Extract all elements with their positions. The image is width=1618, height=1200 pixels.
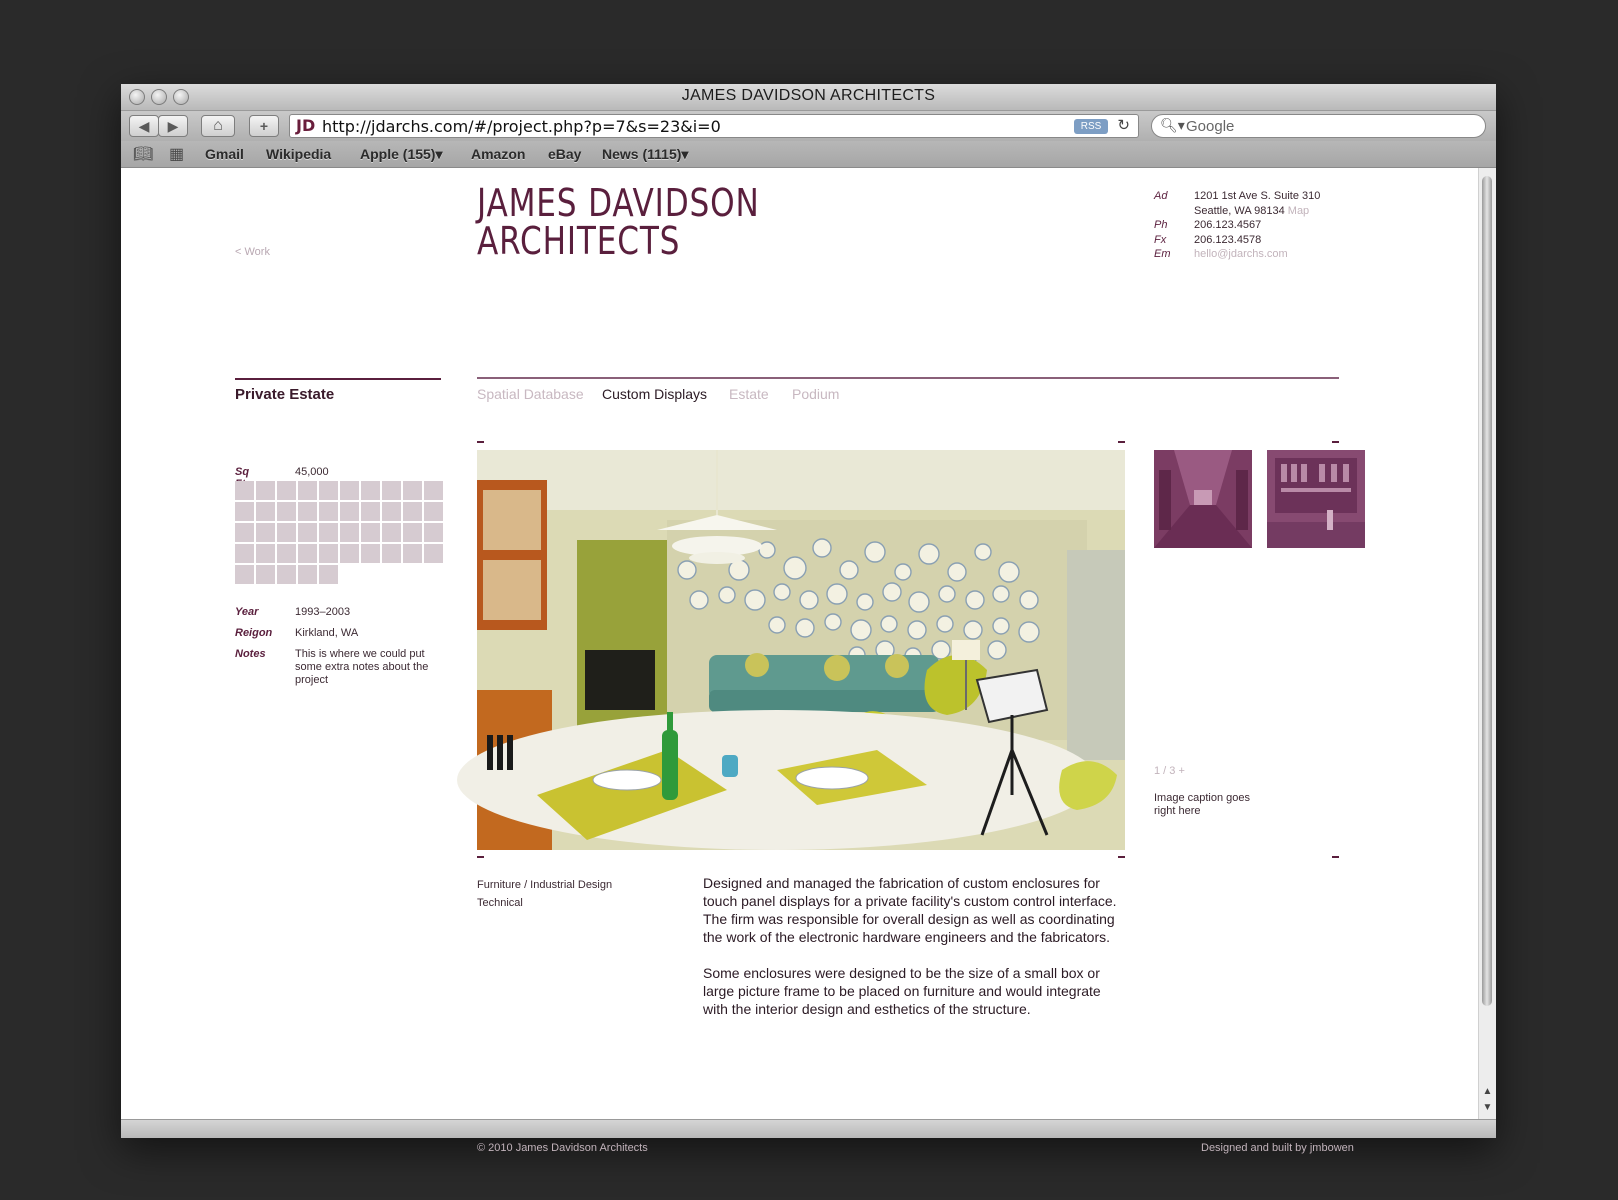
sqft-grid-cell (340, 523, 359, 542)
scrollbar-thumb[interactable] (1482, 176, 1492, 1006)
thumbnail-corridor-illustration (1154, 450, 1252, 548)
bookmark-ebay[interactable]: eBay (548, 146, 582, 162)
sqft-grid-cell (235, 481, 254, 500)
sqft-grid-cell (256, 565, 275, 584)
sqft-grid-cell (277, 502, 296, 521)
sqft-grid-cell (424, 523, 443, 542)
left-divider (235, 378, 441, 380)
sqft-grid-cell (319, 502, 338, 521)
browser-toolbar (121, 111, 1496, 141)
bookmark-apple[interactable]: Apple (155)▾ (360, 146, 443, 162)
sqft-grid-cell (382, 544, 401, 563)
notes-label: Notes (235, 648, 266, 660)
sqft-grid-cell (340, 544, 359, 563)
sqft-grid-cell (277, 565, 296, 584)
scroll-down-icon[interactable]: ▼ (1482, 1102, 1493, 1113)
sqft-grid-cell (382, 523, 401, 542)
rss-button[interactable]: RSS (1074, 119, 1108, 134)
project-description (703, 874, 1123, 1036)
sqft-grid-cell (298, 481, 317, 500)
search-icon[interactable]: 🔍︎▾ (1160, 117, 1185, 133)
home-button[interactable]: ⌂ (201, 115, 235, 137)
search-placeholder: Google (1186, 118, 1235, 135)
sqft-grid-cell (277, 481, 296, 500)
sqft-grid-cell (340, 502, 359, 521)
tab-estate[interactable]: Estate (729, 386, 769, 402)
description-paragraph-2: Some enclosures were designed to be the size of a small box or large picture frame to be placed on furniture and would integrate with the interior design and esthetics of the structure. (703, 965, 1101, 1017)
sqft-grid-cell (256, 481, 275, 500)
region-label: Reigon (235, 627, 273, 639)
tab-custom-displays[interactable]: Custom Displays (602, 386, 708, 402)
bookmark-amazon[interactable]: Amazon (471, 146, 526, 162)
sqft-grid (235, 481, 445, 585)
sqft-grid-cell (235, 544, 254, 563)
sqft-value: 45,000 (295, 466, 329, 478)
grid-icon[interactable]: ▦ (169, 146, 185, 163)
sqft-grid-cell (340, 481, 359, 500)
project-categories (477, 876, 612, 912)
tab-spatial-database[interactable]: Spatial Database (477, 386, 584, 402)
sqft-grid-cell (235, 565, 254, 584)
sqft-grid-cell (403, 523, 422, 542)
sqft-grid-cell (277, 523, 296, 542)
sqft-grid-cell (382, 481, 401, 500)
address-line-2: Seattle, WA 98134 (1194, 204, 1285, 217)
title-bar (121, 84, 1496, 111)
corner-mark (1332, 441, 1339, 443)
sqft-grid-cell (424, 502, 443, 521)
sqft-grid-cell (361, 481, 380, 500)
image-caption: Image caption goes right here (1154, 792, 1251, 817)
sqft-grid-cell (256, 502, 275, 521)
interior-illustration (477, 450, 1125, 850)
corner-mark (1332, 856, 1339, 858)
sqft-grid-cell (256, 544, 275, 563)
search-field[interactable] (1151, 114, 1486, 138)
bookmarks-bar (121, 141, 1496, 168)
sqft-grid-cell (319, 523, 338, 542)
footer-credit[interactable]: Designed and built by jmbowen (1201, 1142, 1354, 1154)
sqft-grid-cell (403, 481, 422, 500)
bookmark-gmail[interactable]: Gmail (205, 146, 244, 162)
sqft-grid-cell (361, 502, 380, 521)
address-line-1: 1201 1st Ave S. Suite 310 (1194, 190, 1321, 202)
book-icon[interactable]: 📖︎ (133, 146, 154, 163)
sqft-grid-cell (424, 481, 443, 500)
bookmark-news[interactable]: News (1115)▾ (602, 146, 689, 162)
sqft-grid-cell (319, 481, 338, 500)
notes-value: This is where we could put some extra notes about the project (295, 648, 429, 686)
image-pager[interactable]: 1 / 3 + (1154, 765, 1185, 777)
sqft-grid-cell (298, 502, 317, 521)
map-link[interactable]: Map (1287, 204, 1310, 217)
brand-line-2: ARCHITECTS (477, 219, 681, 263)
sqft-grid-cell (382, 502, 401, 521)
region-value: Kirkland, WA (295, 627, 359, 639)
year-value: 1993–2003 (295, 606, 351, 618)
thumbnail-shelving-illustration (1267, 450, 1365, 548)
sqft-grid-cell (361, 544, 380, 563)
site-logo[interactable] (477, 181, 760, 263)
tab-podium[interactable]: Podium (792, 386, 840, 402)
sqft-grid-cell (235, 523, 254, 542)
phone-label: Ph (1154, 219, 1168, 231)
corner-mark (477, 441, 484, 443)
scroll-up-icon[interactable]: ▲ (1482, 1086, 1493, 1097)
corner-mark (1118, 856, 1125, 858)
address-label: Ad (1154, 190, 1168, 202)
sqft-grid-cell (319, 565, 338, 584)
address-bar[interactable] (289, 114, 1139, 138)
sqft-grid-cell (319, 544, 338, 563)
main-divider (477, 377, 1339, 379)
sqft-grid-cell (403, 544, 422, 563)
description-paragraph-1: Designed and managed the fabrication of custom enclosures for touch panel displays for a private facility's custom control interface. The firm was responsible for overall design as well as coordinating the work of the electronic hardware engineers and the fabricators. (703, 875, 1117, 945)
fax-label: Fx (1154, 233, 1167, 246)
browser-window (121, 84, 1496, 1154)
status-bar (121, 1119, 1496, 1138)
sqft-label: Sq (235, 466, 250, 478)
email-link[interactable]: hello@jdarchs.com (1194, 248, 1288, 260)
site-favicon: JD (296, 116, 316, 135)
forward-button[interactable]: ▶ (158, 115, 188, 137)
project-thumbnail-2[interactable] (1267, 450, 1365, 548)
project-thumbnail-1[interactable] (1154, 450, 1252, 548)
category-technical[interactable]: Technical (477, 897, 523, 909)
vertical-scrollbar[interactable] (1478, 168, 1496, 1120)
add-bookmark-button[interactable]: + (249, 115, 279, 137)
sqft-grid-cell (277, 544, 296, 563)
phone-number: 206.123.4567 (1194, 219, 1262, 231)
back-button[interactable]: ◀ (129, 115, 159, 137)
project-hero-image[interactable] (477, 450, 1125, 850)
reload-icon[interactable]: ↻ (1117, 117, 1130, 134)
sqft-grid-cell (298, 565, 317, 584)
sqft-grid-cell (298, 523, 317, 542)
bookmark-wikipedia[interactable]: Wikipedia (266, 146, 332, 162)
category-furniture-industrial-design[interactable]: Furniture / Industrial Design (477, 879, 613, 891)
back-to-work-link[interactable]: < Work (235, 246, 270, 258)
sqft-grid-cell (424, 544, 443, 563)
year-label: Year (235, 606, 259, 618)
footer-copyright: © 2010 James Davidson Architects (477, 1142, 648, 1154)
corner-mark (477, 856, 484, 858)
window-title: JAMES DAVIDSON ARCHITECTS (681, 87, 936, 104)
corner-mark (1118, 441, 1125, 443)
sqft-grid-cell (361, 523, 380, 542)
email-label: Em (1154, 248, 1171, 260)
url-text[interactable]: http://jdarchs.com/#/project.php?p=7&s=23&i=0 (322, 117, 721, 136)
sqft-grid-cell (403, 502, 422, 521)
web-page (121, 168, 1479, 1154)
fax-number: 206.123.4578 (1194, 233, 1262, 246)
sqft-grid-cell (298, 544, 317, 563)
brand-line-1: JAMES DAVIDSON (477, 181, 760, 225)
sqft-grid-cell (235, 502, 254, 521)
project-title: Private Estate (235, 386, 335, 403)
sqft-grid-cell (256, 523, 275, 542)
